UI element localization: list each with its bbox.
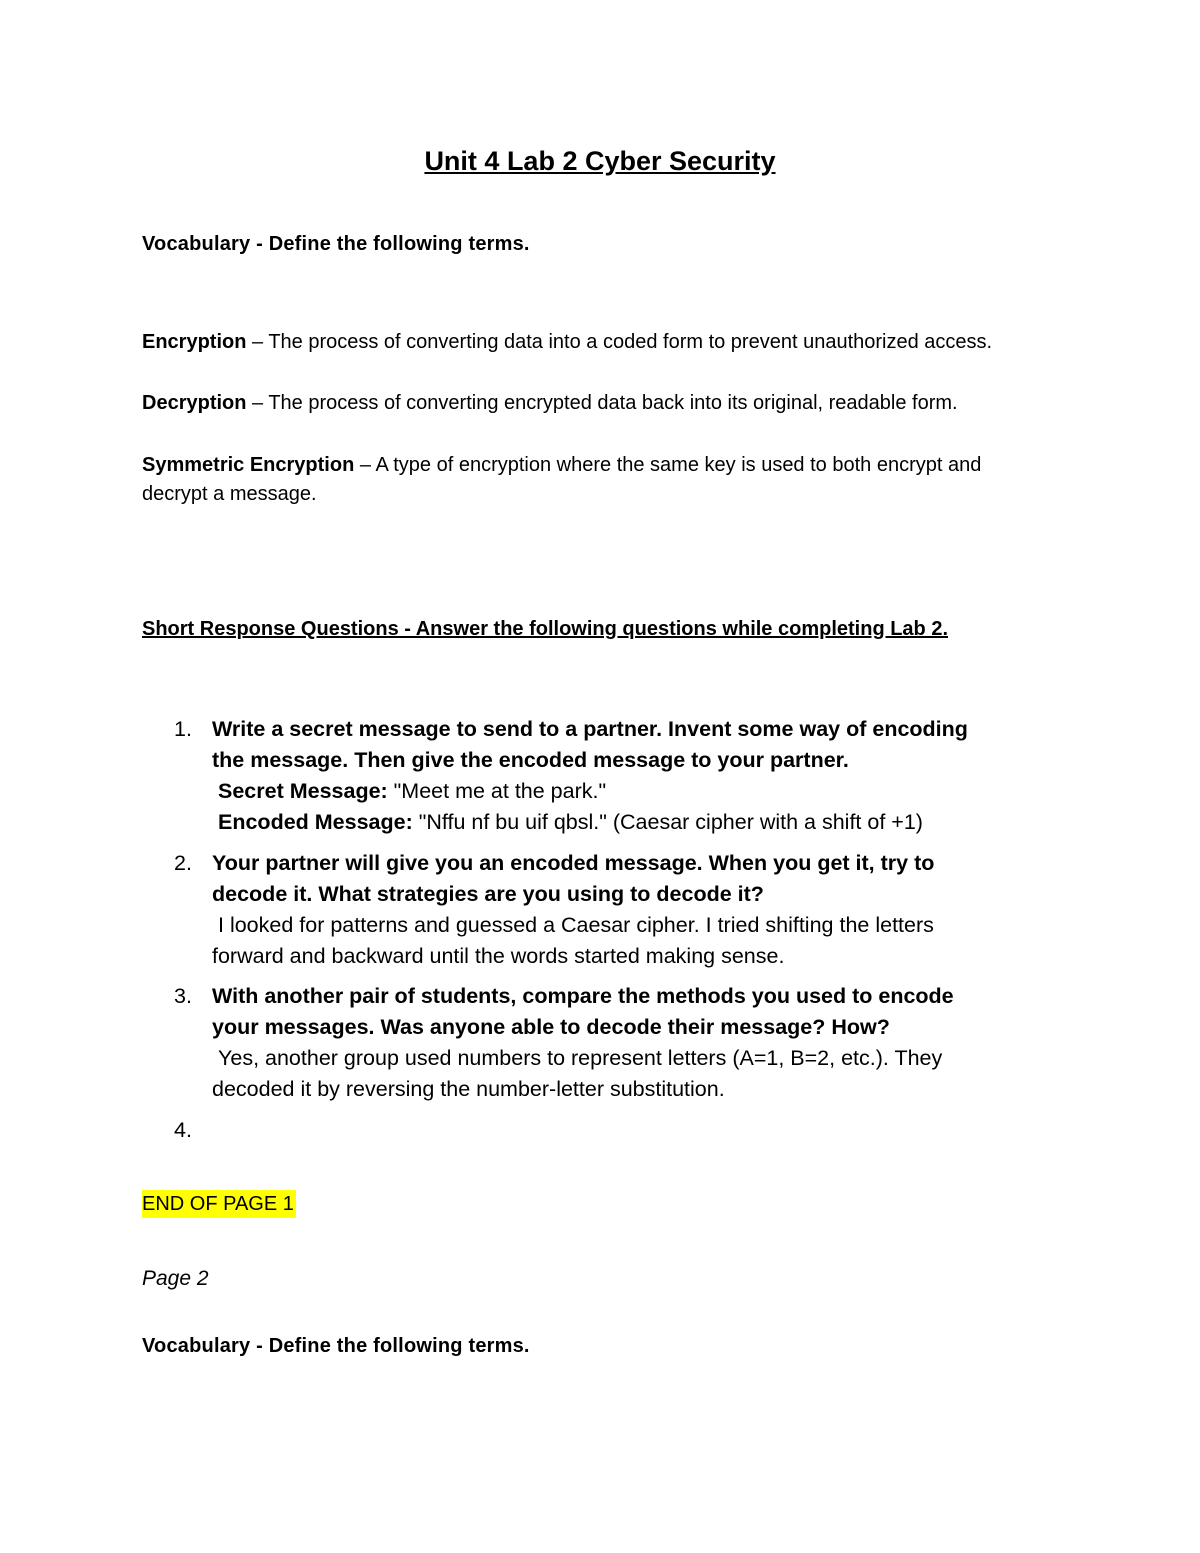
question-2 <box>212 848 1052 972</box>
page-2-label: Page 2 <box>142 1267 209 1290</box>
end-of-page-marker: END OF PAGE 1 <box>142 1190 296 1218</box>
encoded-message-line <box>212 807 1052 838</box>
definition-encryption <box>142 327 1072 357</box>
answer-text: forward and backward until the words started making sense. <box>212 944 785 968</box>
vocabulary-heading: Vocabulary - Define the following terms. <box>142 233 530 255</box>
question-text: With another pair of students, compare the methods you used to encode <box>212 984 954 1008</box>
secret-message-label: Secret Message: <box>218 779 388 803</box>
secret-message-value: "Meet me at the park." <box>387 779 607 803</box>
definition-separator: – <box>246 392 269 414</box>
short-response-heading: Short Response Questions - Answer the following questions while completing Lab 2. <box>142 618 949 640</box>
encoded-message-value: "Nffu nf bu uif qbsl." (Caesar cipher with a shift of +1) <box>412 810 923 834</box>
answer-text: decoded it by reversing the number-letter substitution. <box>212 1077 725 1101</box>
question-number: 4. <box>174 1118 192 1142</box>
question-text: Your partner will give you an encoded message. When you get it, try to <box>212 851 935 875</box>
definition-term: Decryption <box>142 392 247 414</box>
definition-text: A type of encryption where the same key is used to both encrypt and <box>375 454 982 476</box>
definition-text: The process of converting encrypted data back into its original, readable form. <box>268 392 958 414</box>
question-text: your messages. Was anyone able to decode their message? How? <box>212 1015 890 1039</box>
definition-decryption <box>142 388 1072 418</box>
definition-symmetric-encryption-cont: decrypt a message. <box>142 483 317 505</box>
question-text: decode it. What strategies are you using to decode it? <box>212 882 764 906</box>
question-text: the message. Then give the encoded message to your partner. <box>212 748 849 772</box>
question-text: Write a secret message to send to a partner. Invent some way of encoding <box>212 717 968 741</box>
question-number: 3. <box>174 984 192 1008</box>
question-1 <box>212 714 1052 838</box>
vocabulary-heading-2: Vocabulary - Define the following terms. <box>142 1335 530 1357</box>
secret-message-line <box>212 776 1052 807</box>
answer-text: Yes, another group used numbers to represent letters (A=1, B=2, etc.). They <box>218 1046 943 1070</box>
definition-separator: – <box>246 331 269 353</box>
encoded-message-label: Encoded Message: <box>218 810 413 834</box>
question-number: 2. <box>174 851 192 875</box>
answer-text: I looked for patterns and guessed a Caesar cipher. I tried shifting the letters <box>218 913 934 937</box>
definition-text: The process of converting data into a coded form to prevent unauthorized access. <box>268 331 993 353</box>
definition-term: Encryption <box>142 331 247 353</box>
question-number: 1. <box>174 717 192 741</box>
question-3 <box>212 981 1052 1105</box>
definition-separator: – <box>354 454 376 476</box>
definition-term: Symmetric Encryption <box>142 454 355 476</box>
document-title: Unit 4 Lab 2 Cyber Security <box>424 146 776 176</box>
definition-symmetric-encryption <box>142 450 1072 480</box>
